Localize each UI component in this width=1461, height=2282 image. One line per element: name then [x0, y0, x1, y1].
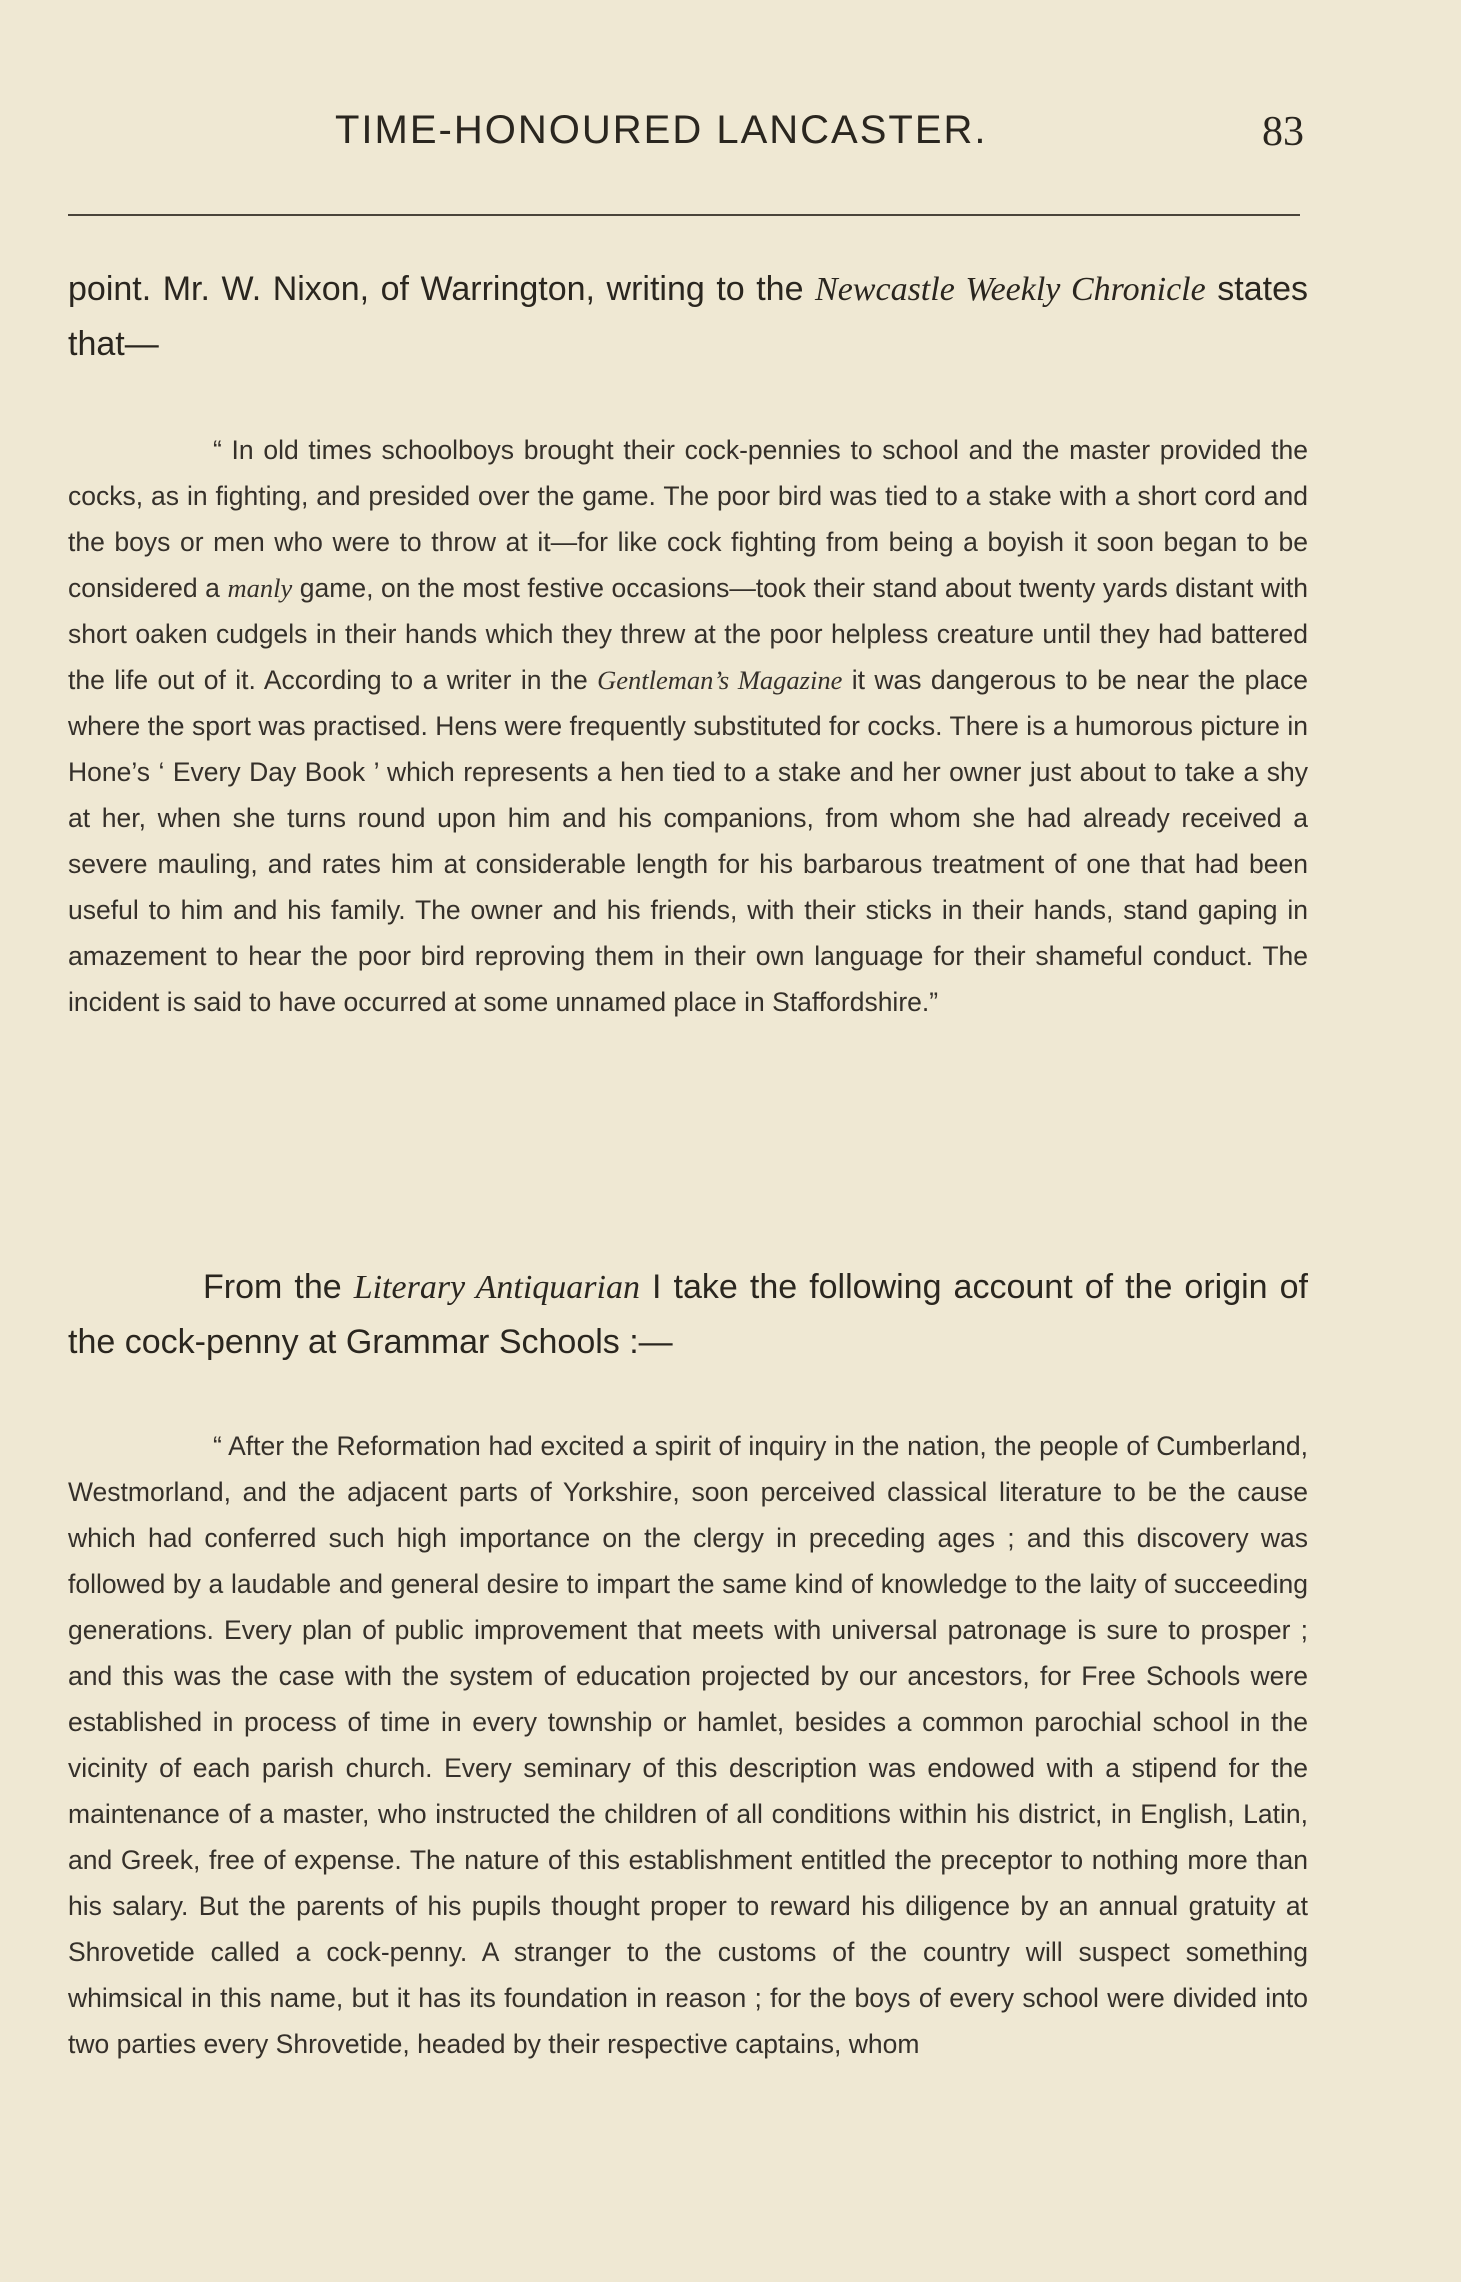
quote-nixon-text	[68, 427, 1308, 1025]
quote-nixon	[68, 427, 1308, 1025]
paragraph-literary	[68, 1260, 1308, 1369]
quote-antiquarian	[68, 1423, 1308, 2067]
magazine-title: Gentleman’s Magazine	[597, 665, 843, 695]
header-rule	[68, 214, 1300, 216]
paragraph-intro-text	[68, 262, 1308, 371]
book-title: Literary Antiquarian	[353, 1269, 640, 1306]
text-run: game, on the most festive occasions—took their stand about twenty yards distant with short oaken cudgels in their hands which they threw at the poor helpless creature until they had battered the life out of it. According to a writer in the	[68, 573, 1308, 695]
newspaper-title: Newcastle Weekly Chronicle	[815, 271, 1206, 308]
running-title: TIME-HONOURED LANCASTER.	[335, 108, 988, 152]
text-run: states that—	[68, 270, 1308, 363]
text-run: From the	[203, 1268, 354, 1306]
quote-antiquarian-text: “ After the Reformation had excited a spirit of inquiry in the nation, the people of Cumberland, Westmorland, and the adjacent parts of Yorkshire, soon perceived classical literature to be the cause which had conferred such high importance on the clergy in preceding ages ; and this discovery was followed by a laudable and general desire to impart the same kind of knowledge to the laity of succeeding generations. Every plan of public improvement that meets with universal patronage is sure to prosper ; and this was the case with the system of education projected by our ancestors, for Free Schools were established in process of time in every township or hamlet, besides a common parochial school in the vicinity of each parish church. Every seminary of this description was endowed with a stipend for the maintenance of a master, who instructed the children of all conditions within his district, in English, Latin, and Greek, free of expense. The nature of this establishment entitled the preceptor to nothing more than his salary. But the parents of his pupils thought proper to reward his diligence by an annual gratuity at Shrovetide called a cock-penny. A stranger to the customs of the country will suspect something whimsical in this name, but it has its foundation in reason ; for the boys of every school were divided into two parties every Shrovetide, headed by their respective captains, whom	[68, 1431, 1308, 2059]
emphasis-manly: manly	[227, 573, 293, 603]
paragraph-literary-text	[68, 1260, 1308, 1369]
running-head	[0, 108, 1461, 168]
text-run: it was dangerous to be near the place where the sport was practised. Hens were frequently substituted for cocks. There is a humorous picture in Hone’s ‘ Every Day Book ’ which represents a hen tied to a stake and her owner just about to take a shy at her, when she turns round upon him and his companions, from whom she had already received a severe mauling, and rates him at considerable length for his barbarous treatment of one that had been useful to him and his family. The owner and his friends, with their sticks in their hands, stand gaping in amazement to hear the poor bird reproving them in their own language for their shameful conduct. The incident is said to have occurred at some unnamed place in Staffordshire.”	[68, 665, 1308, 1017]
paragraph-intro	[68, 262, 1308, 371]
text-run: point. Mr. W. Nixon, of Warrington, writing to the	[68, 270, 816, 308]
text-run: I take the following account of the origin of the cock-penny at Grammar Schools :—	[68, 1268, 1309, 1361]
page-number: 83	[1262, 109, 1304, 155]
text-run: “ In old times schoolboys brought their cock-pennies to school and the master provided the cocks, as in fighting, and presided over the game. The poor bird was tied to a stake with a short cord and the boys or men who were to throw at it—for like cock fighting from being a boyish it soon began to be considered a	[68, 435, 1308, 603]
